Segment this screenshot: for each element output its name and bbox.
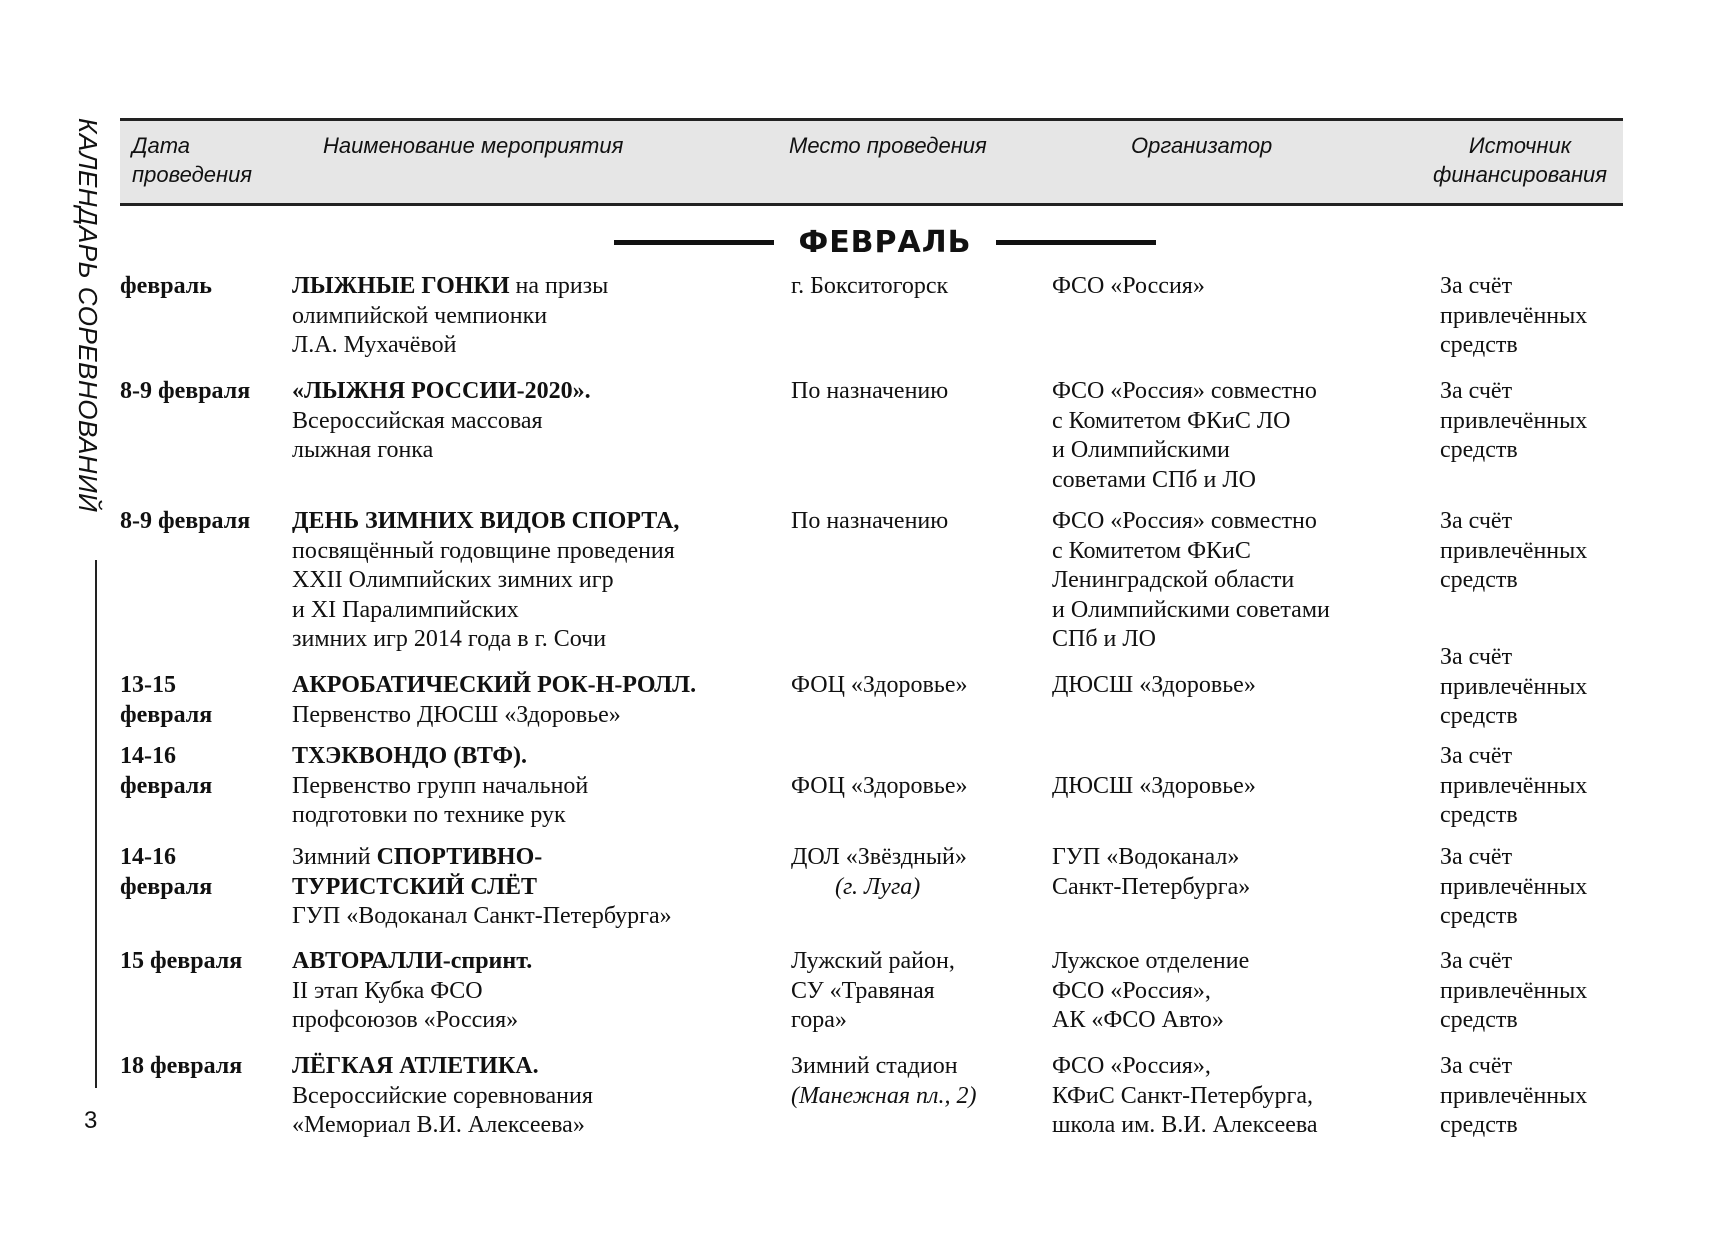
event-title: СПОРТИВНО- ТУРИСТСКИЙ СЛЁТ <box>292 844 543 900</box>
side-section-title: КАЛЕНДАРЬ СОРЕВНОВАНИЙ <box>73 118 103 513</box>
header-name: Наименование мероприятия <box>323 133 624 158</box>
event-description: на призы олимпийской чемпионки Л.А. Мухачёвой <box>292 273 609 358</box>
event-description: ГУП «Водоканал Санкт-Петербурга» <box>292 903 672 929</box>
row-event <box>292 742 762 831</box>
row-date: 8-9 февраля <box>120 378 251 404</box>
row-organizer: ФСО «Россия» совместно с Комитетом ФКиС ЛО и Олимпийскими советами СПб и ЛО <box>1052 378 1317 493</box>
row-funding: За счёт привлечённых средств <box>1440 948 1588 1033</box>
event-description: Первенство ДЮСШ «Здоровье» <box>292 701 621 728</box>
row-funding: За счёт привлечённых средств <box>1440 378 1588 463</box>
side-divider <box>95 560 97 1088</box>
row-place: Лужский район, СУ «Травяная гора» <box>791 948 955 1033</box>
event-title: «ЛЫЖНЯ РОССИИ-2020». <box>292 378 591 404</box>
row-event <box>292 272 762 361</box>
table-header <box>120 118 1623 206</box>
row-event <box>292 843 762 932</box>
row-organizer: ДЮСШ «Здоровье» <box>1052 672 1256 698</box>
row-date: 13-15 февраля <box>120 672 213 728</box>
row-event <box>292 507 762 655</box>
row-date: 8-9 февраля <box>120 508 251 534</box>
row-funding: За счёт привлечённых средств <box>1440 273 1588 358</box>
row-funding: За счёт привлечённых средств <box>1440 844 1588 929</box>
row-funding: За счёт привлечённых средств <box>1440 1053 1588 1138</box>
row-organizer: ДЮСШ «Здоровье» <box>1052 773 1256 799</box>
row-place <box>791 1052 1041 1111</box>
row-organizer: ФСО «Россия», КФиС Санкт-Петербурга, школа им. В.И. Алексеева <box>1052 1053 1318 1138</box>
event-title: ТХЭКВОНДО (ВТФ). <box>292 743 527 769</box>
row-date: февраль <box>120 273 212 299</box>
place-note: (Манежная пл., 2) <box>791 1082 977 1109</box>
header-date: Дата проведения <box>132 133 253 187</box>
month-title: ФЕВРАЛЬ <box>798 224 972 260</box>
row-place: г. Бокситогорск <box>791 273 949 299</box>
row-date: 14-16 февраля <box>120 743 213 799</box>
row-place: По назначению <box>791 508 949 534</box>
row-funding: За счёт привлечённых средств <box>1440 743 1588 828</box>
row-place: По назначению <box>791 378 949 404</box>
month-rule-left <box>614 240 774 245</box>
row-event <box>292 377 762 466</box>
row-event <box>292 947 762 1036</box>
row-organizer: ФСО «Россия» совместно с Комитетом ФКиС Ленинградской области и Олимпийскими советами СПб и ЛО <box>1052 508 1330 652</box>
event-title: ЛЁГКАЯ АТЛЕТИКА. <box>292 1053 539 1079</box>
row-place: ФОЦ «Здоровье» <box>791 773 968 799</box>
row-funding: За счёт привлечённых средств <box>1440 508 1588 593</box>
row-date: 15 февраля <box>120 948 243 974</box>
place-note: (г. Луга) <box>835 873 921 900</box>
event-description: Всероссийские соревнования «Мемориал В.И. Алексеева» <box>292 1082 593 1138</box>
page-number: 3 <box>84 1107 98 1134</box>
event-description: II этап Кубка ФСО профсоюзов «Россия» <box>292 977 519 1033</box>
row-event <box>292 1052 762 1141</box>
row-organizer: ГУП «Водоканал» Санкт-Петербурга» <box>1052 844 1251 900</box>
event-title: АВТОРАЛЛИ-спринт. <box>292 948 533 974</box>
event-title: АКРОБАТИЧЕСКИЙ РОК-Н-РОЛЛ. <box>292 672 697 698</box>
row-event <box>292 671 762 730</box>
event-description: Всероссийская массовая лыжная гонка <box>292 407 543 463</box>
place-name: ДОЛ «Звёздный» <box>791 844 967 870</box>
month-heading <box>610 220 1160 264</box>
header-funding: Источник финансирования <box>1432 133 1608 187</box>
event-title: ДЕНЬ ЗИМНИХ ВИДОВ СПОРТА, <box>292 508 680 534</box>
row-date: 18 февраля <box>120 1053 243 1079</box>
month-rule-right <box>996 240 1156 245</box>
row-organizer: ФСО «Россия» <box>1052 273 1205 299</box>
row-organizer: Лужское отделение ФСО «Россия», АК «ФСО Авто» <box>1052 948 1250 1033</box>
place-name: Зимний стадион <box>791 1053 958 1079</box>
event-prefix: Зимний <box>292 844 377 870</box>
event-title: ЛЫЖНЫЕ ГОНКИ <box>292 273 510 299</box>
header-place: Место проведения <box>789 133 987 158</box>
event-description: посвящённый годовщине проведения XXII Олимпийских зимних игр и XI Паралимпийских зимних игр 2014 года в г. Сочи <box>292 537 675 652</box>
row-place: ФОЦ «Здоровье» <box>791 672 968 698</box>
header-organizer: Организатор <box>1131 133 1273 158</box>
row-funding: За счёт привлечённых средств <box>1440 644 1588 729</box>
row-place <box>791 843 1041 902</box>
event-description: Первенство групп начальной подготовки по технике рук <box>292 772 589 828</box>
row-date: 14-16 февраля <box>120 844 213 900</box>
